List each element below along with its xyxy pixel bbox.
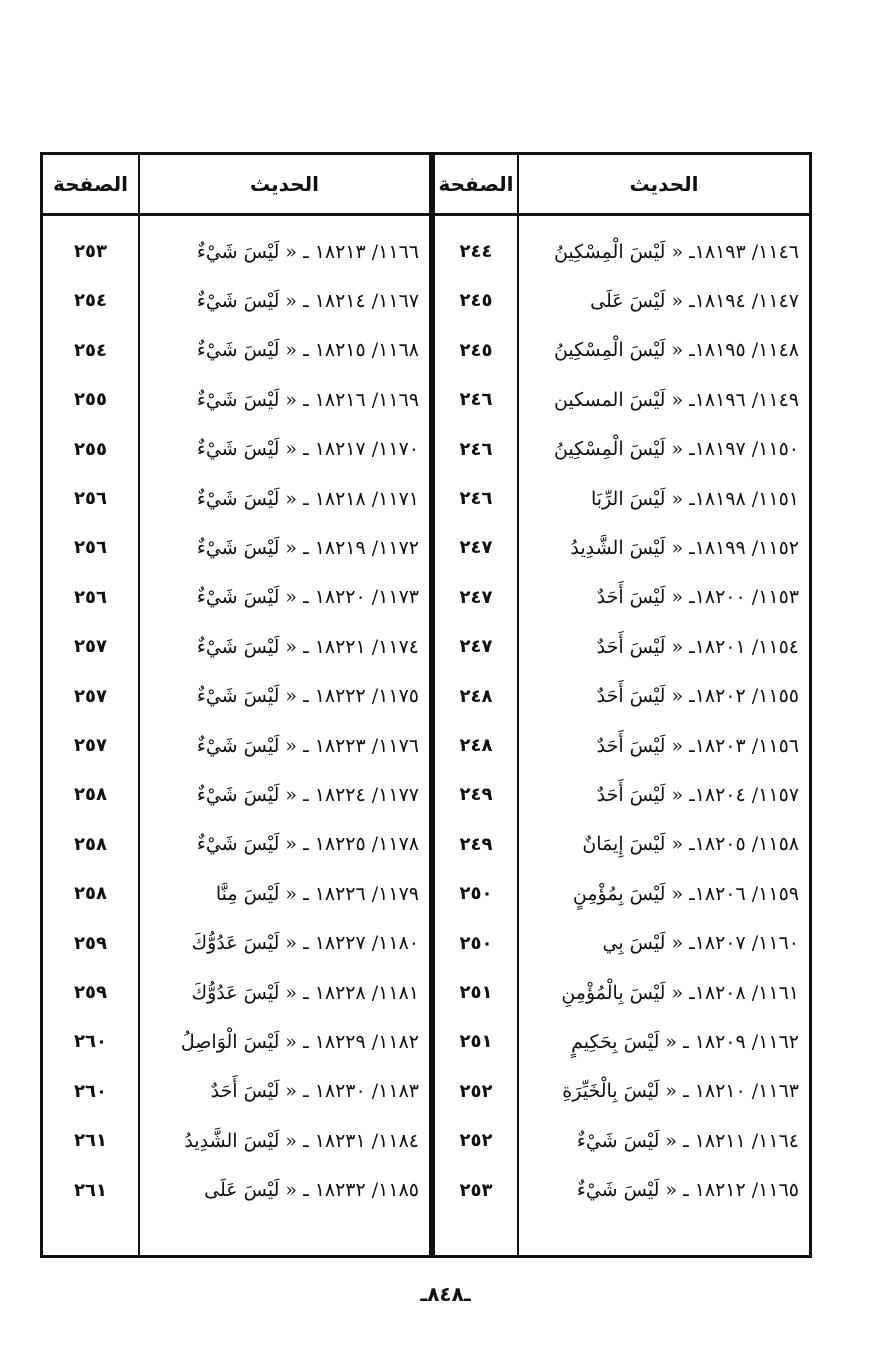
right-hadith-cell: ١١٦١/ ١٨٢٠٨ـ « لَيْسَ بِالْمُؤْمِنِ [561, 981, 799, 1004]
right-page-cell: ٢٤٨ [459, 735, 493, 756]
left-hadith-cell: ١١٨٢/ ١٨٢٢٩ ـ « لَيْسَ الْوَاصِلُ [180, 1030, 419, 1053]
right-hadith-cell: ١١٤٨/ ١٨١٩٥ـ « لَيْسَ الْمِسْكِينُ [553, 339, 799, 362]
header-divider [43, 213, 809, 216]
left-page-cell: ٢٥٥ [74, 389, 107, 411]
right-page-cell: ٢٤٨ [459, 685, 493, 707]
right-hadith-cell: ١١٤٧/ ١٨١٩٤ـ « لَيْسَ عَلَى [590, 289, 799, 312]
left-page-cell: ٢٦٠ [74, 1031, 107, 1053]
left-page-cell: ٢٥٧ [74, 735, 107, 756]
table-row [43, 1116, 809, 1165]
right-page-cell: ٢٤٦ [459, 389, 493, 411]
right-hadith-cell: ١١٥٦/ ١٨٢٠٣ـ « لَيْسَ أَحَدٌ [596, 734, 799, 757]
right-page-cell: ٢٤٩ [459, 784, 493, 806]
right-hadith-cell: ١١٦٠/ ١٨٢٠٧ـ « لَيْسَ بِي [602, 932, 799, 955]
left-page-cell: ٢٥٩ [74, 932, 107, 954]
left-page-cell: ٢٥٦ [74, 537, 107, 559]
right-page-cell: ٢٥٠ [459, 883, 493, 905]
right-hadith-cell: ١١٦٤/ ١٨٢١١ ـ « لَيْسَ شَيْءٌ [576, 1129, 799, 1152]
left-page-cell: ٢٥٣ [74, 241, 107, 262]
table-row [43, 1017, 809, 1066]
right-page-cell: ٢٤٦ [459, 488, 493, 509]
table-row [43, 770, 809, 819]
table-row [43, 523, 809, 572]
right-hadith-cell: ١١٥٢/ ١٨١٩٩ـ « لَيْسَ الشَّدِيدُ [570, 536, 799, 559]
right-page-cell: ٢٤٩ [459, 833, 493, 855]
table-row [43, 968, 809, 1017]
left-hadith-cell: ١١٧٣/ ١٨٢٢٠ ـ « لَيْسَ شَيْءٌ [196, 586, 419, 609]
left-hadith-cell: ١١٦٩/ ١٨٢١٦ ـ « لَيْسَ شَيْءٌ [196, 388, 419, 411]
right-hadith-cell: ١١٥٣/ ١٨٢٠٠ـ « لَيْسَ أَحَدٌ [596, 586, 799, 609]
left-page-cell: ٢٥٨ [74, 883, 107, 905]
right-hadith-cell: ١١٥٠/ ١٨١٩٧ـ « لَيْسَ الْمِسْكِينُ [553, 438, 799, 461]
left-page-header: الصفحة [53, 172, 129, 196]
left-hadith-cell: ١١٧٤/ ١٨٢٢١ ـ « لَيْسَ شَيْءٌ [196, 635, 419, 658]
left-hadith-cell: ١١٦٦/ ١٨٢١٣ ـ « لَيْسَ شَيْءٌ [196, 240, 419, 263]
left-page-cell: ٢٥٤ [74, 339, 107, 361]
table-row [43, 276, 809, 325]
table-row [43, 721, 809, 770]
right-page-cell: ٢٤٦ [459, 438, 493, 460]
left-page-cell: ٢٦٠ [74, 1080, 107, 1102]
left-hadith-cell: ١١٧٦/ ١٨٢٢٣ ـ « لَيْسَ شَيْءٌ [196, 734, 419, 757]
left-hadith-cell: ١١٧٧/ ١٨٢٢٤ ـ « لَيْسَ شَيْءٌ [196, 783, 419, 806]
table-row [43, 375, 809, 424]
left-hadith-cell: ١١٧٢/ ١٨٢١٩ ـ « لَيْسَ شَيْءٌ [196, 536, 419, 559]
table-row [43, 1166, 809, 1215]
right-page-cell: ٢٥١ [459, 982, 493, 1003]
left-hadith-cell: ١١٦٧/ ١٨٢١٤ ـ « لَيْسَ شَيْءٌ [196, 289, 419, 312]
table-row [43, 820, 809, 869]
right-hadith-cell: ١١٤٦/ ١٨١٩٣ـ « لَيْسَ الْمِسْكِينُ [553, 240, 799, 263]
right-hadith-cell: ١١٥٨/ ١٨٢٠٥ـ « لَيْسَ إِيمَانٌ [582, 833, 799, 856]
table-row [43, 1067, 809, 1116]
left-page-cell: ٢٥٤ [74, 290, 107, 312]
right-page-cell: ٢٥٢ [459, 1130, 493, 1152]
right-page-cell: ٢٥٢ [459, 1080, 493, 1102]
left-page-cell: ٢٥٧ [74, 636, 107, 658]
right-hadith-cell: ١١٥١/ ١٨١٩٨ـ « لَيْسَ الرِّبَا [591, 487, 799, 510]
index-table [40, 152, 812, 1258]
left-page-cell: ٢٦١ [74, 1179, 107, 1201]
table-row [43, 474, 809, 523]
right-page-cell: ٢٤٥ [459, 339, 493, 361]
right-hadith-cell: ١١٥٤/ ١٨٢٠١ـ « لَيْسَ أَحَدٌ [596, 635, 799, 658]
table-row [43, 869, 809, 918]
table-row [43, 919, 809, 968]
right-page-cell: ٢٤٧ [459, 537, 493, 559]
table-row [43, 622, 809, 671]
left-hadith-cell: ١١٨٣/ ١٨٢٣٠ ـ « لَيْسَ أَحَدٌ [210, 1080, 419, 1103]
left-hadith-cell: ١١٧٠/ ١٨٢١٧ ـ « لَيْسَ شَيْءٌ [196, 438, 419, 461]
table-row [43, 326, 809, 375]
right-page-cell: ٢٥١ [459, 1031, 493, 1053]
left-hadith-cell: ١١٨٥/ ١٨٢٣٢ ـ « لَيْسَ عَلَى [204, 1179, 419, 1202]
left-page-cell: ٢٥٧ [74, 685, 107, 707]
right-hadith-header: الحديث [629, 172, 699, 196]
right-hadith-cell: ١١٦٥/ ١٨٢١٢ ـ « لَيْسَ شَيْءٌ [576, 1179, 799, 1202]
right-hadith-cell: ١١٥٧/ ١٨٢٠٤ـ « لَيْسَ أَحَدٌ [596, 783, 799, 806]
left-page-cell: ٢٥٦ [74, 586, 107, 608]
right-page-cell: ٢٤٤ [459, 241, 493, 262]
left-hadith-cell: ١١٨٤/ ١٨٢٣١ ـ « لَيْسَ الشَّدِيدُ [184, 1129, 419, 1152]
right-page-cell: ٢٤٧ [459, 636, 493, 658]
left-hadith-cell: ١١٧١/ ١٨٢١٨ ـ « لَيْسَ شَيْءٌ [196, 487, 419, 510]
right-hadith-cell: ١١٤٩/ ١٨١٩٦ـ « لَيْسَ المسكين [553, 388, 799, 411]
left-hadith-cell: ١١٧٩/ ١٨٢٢٦ ـ « لَيْسَ مِنَّا [215, 882, 419, 905]
left-hadith-header: الحديث [250, 172, 320, 196]
left-hadith-cell: ١١٦٨/ ١٨٢١٥ ـ « لَيْسَ شَيْءٌ [196, 339, 419, 362]
page-number: ـ٨٤٨ـ [420, 1282, 471, 1306]
table-row [43, 573, 809, 622]
right-page-header: الصفحة [438, 172, 514, 196]
left-page-cell: ٢٥٦ [74, 488, 107, 509]
table-row [43, 227, 809, 276]
left-page-cell: ٢٥٩ [74, 982, 107, 1003]
left-page-cell: ٢٥٨ [74, 833, 107, 855]
left-page-cell: ٢٥٨ [74, 784, 107, 806]
left-hadith-cell: ١١٨١/ ١٨٢٢٨ ـ « لَيْسَ عَدُوُّكَ [191, 981, 419, 1004]
left-page-cell: ٢٦١ [74, 1130, 107, 1152]
right-page-cell: ٢٤٥ [459, 290, 493, 312]
table-row [43, 425, 809, 474]
right-hadith-cell: ١١٦٢/ ١٨٢٠٩ ـ « لَيْسَ بِحَكِيمٍ [571, 1030, 799, 1053]
right-page-cell: ٢٥٣ [459, 1179, 493, 1201]
left-hadith-cell: ١١٧٨/ ١٨٢٢٥ ـ « لَيْسَ شَيْءٌ [196, 833, 419, 856]
left-page-cell: ٢٥٥ [74, 438, 107, 460]
right-page-cell: ٢٥٠ [459, 932, 493, 954]
right-hadith-cell: ١١٥٥/ ١٨٢٠٢ـ « لَيْسَ أَحَدٌ [596, 685, 799, 708]
right-page-cell: ٢٤٧ [459, 586, 493, 608]
left-hadith-cell: ١١٨٠/ ١٨٢٢٧ ـ « لَيْسَ عَدُوُّكَ [191, 932, 419, 955]
right-hadith-cell: ١١٦٣/ ١٨٢١٠ ـ « لَيْسَ بِالْخَيِّرَةِ [562, 1080, 799, 1103]
left-hadith-cell: ١١٧٥/ ١٨٢٢٢ ـ « لَيْسَ شَيْءٌ [196, 685, 419, 708]
table-row [43, 672, 809, 721]
right-hadith-cell: ١١٥٩/ ١٨٢٠٦ـ « لَيْسَ بِمُؤْمِنٍ [572, 882, 799, 905]
